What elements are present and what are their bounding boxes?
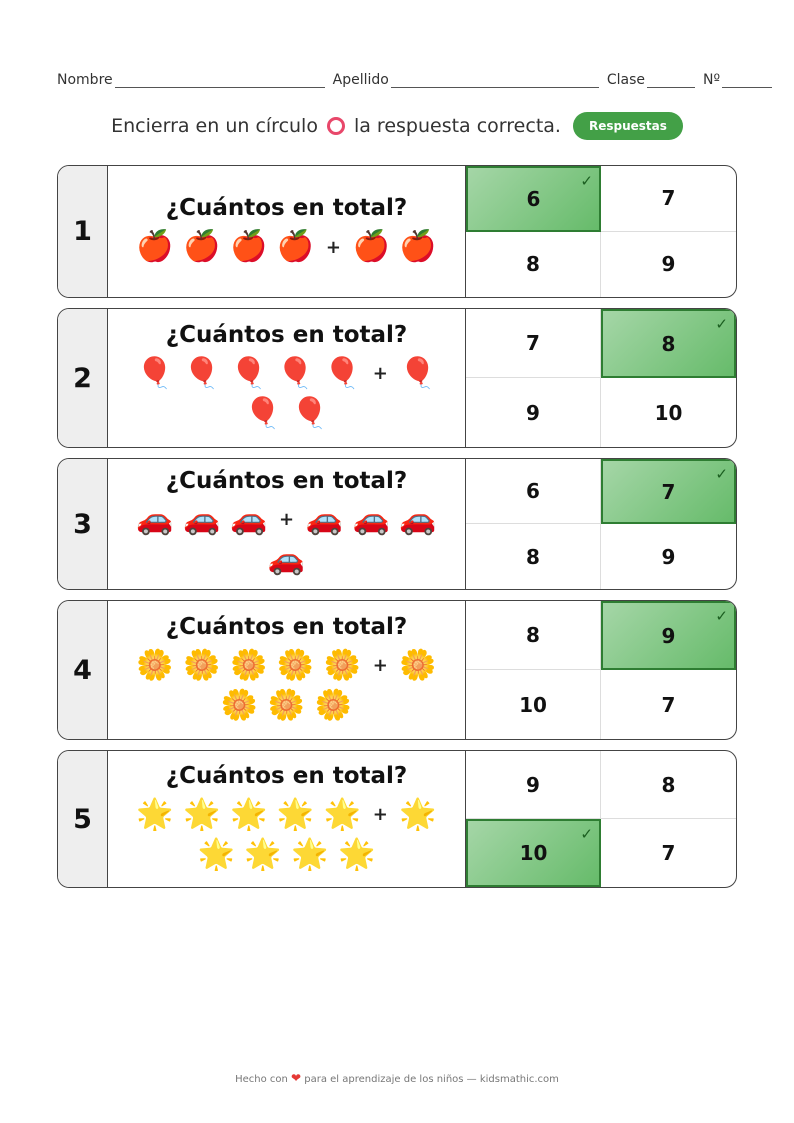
footer [0, 1071, 794, 1085]
check-icon: ✓ [715, 607, 728, 625]
answer-value: 10 [519, 841, 548, 865]
question-prompt [108, 751, 466, 887]
answer-option[interactable] [466, 459, 601, 524]
apple-group-b: 🍎 🍎 [352, 229, 437, 265]
footer-text-start: Hecho con [235, 1074, 288, 1085]
heart-icon: ❤ [291, 1071, 302, 1085]
answer-value: 8 [526, 544, 540, 569]
answer-option[interactable] [601, 601, 736, 670]
plus-sign: + [278, 509, 295, 531]
answer-option[interactable] [466, 670, 601, 739]
answer-option[interactable] [601, 459, 736, 524]
plus-sign: + [372, 804, 388, 826]
answer-options [466, 601, 736, 739]
numero-label: Nº [702, 72, 721, 88]
answer-option[interactable] [466, 166, 601, 232]
star-group-b: 🌟 🌟 🌟 🌟 🌟 [197, 796, 437, 873]
instruction-text-start: Encierra en un círculo [111, 115, 318, 137]
apellido-field[interactable] [391, 73, 599, 88]
car-icons [127, 500, 447, 581]
answer-value: 9 [526, 772, 540, 797]
answers-badge: Respuestas [573, 112, 683, 140]
answer-value: 7 [661, 841, 676, 865]
answer-value: 10 [654, 400, 683, 425]
balloon-icons [127, 354, 447, 435]
answer-value: 9 [526, 400, 540, 425]
answer-option[interactable] [466, 751, 601, 819]
question-row [57, 165, 737, 298]
question-row [57, 750, 737, 888]
answer-value: 7 [661, 692, 676, 717]
answer-value: 7 [661, 186, 676, 211]
car-group-b: 🚗 🚗 🚗 🚗 [267, 501, 437, 578]
answer-option[interactable] [466, 378, 601, 447]
question-title: ¿Cuántos en total? [165, 321, 408, 348]
answer-value: 9 [661, 252, 676, 277]
apple-icons [127, 227, 447, 268]
answer-options [466, 751, 736, 887]
answer-value: 8 [661, 772, 676, 797]
question-number: 1 [58, 166, 108, 297]
apellido-label: Apellido [332, 72, 389, 88]
balloon-group-b: 🎈 🎈 🎈 [244, 355, 437, 432]
answer-option[interactable] [466, 819, 601, 887]
question-row [57, 600, 737, 740]
answer-value: 6 [526, 186, 541, 211]
flower-icons [127, 646, 447, 727]
answer-option[interactable] [601, 309, 736, 378]
circle-icon [327, 117, 345, 135]
clase-label: Clase [606, 72, 645, 88]
star-icons [127, 795, 447, 876]
question-prompt [108, 601, 466, 739]
nombre-field[interactable] [115, 73, 325, 88]
answer-option[interactable] [601, 751, 736, 819]
question-row [57, 458, 737, 590]
answer-option[interactable] [601, 524, 736, 589]
answer-value: 7 [526, 331, 540, 355]
check-icon: ✓ [580, 825, 593, 843]
question-prompt [108, 459, 466, 589]
question-title: ¿Cuántos en total? [165, 613, 408, 640]
footer-text-end: para el aprendizaje de los niños — kidsmathic.com [304, 1074, 559, 1085]
answer-option[interactable] [601, 166, 736, 232]
apple-group-a: 🍎 🍎 🍎 🍎 [136, 229, 315, 265]
question-prompt [108, 166, 466, 297]
answer-option[interactable] [601, 378, 736, 447]
plus-sign: + [372, 655, 388, 677]
answer-value: 10 [519, 692, 547, 717]
answer-value: 9 [661, 544, 676, 569]
balloon-group-a: 🎈 🎈 🎈 🎈 🎈 [136, 355, 362, 391]
answer-option[interactable] [601, 670, 736, 739]
answer-options [466, 166, 736, 297]
question-number: 4 [58, 601, 108, 739]
question-number: 3 [58, 459, 108, 589]
plus-sign: + [325, 236, 341, 258]
question-row [57, 308, 737, 448]
student-info-header [57, 68, 779, 88]
question-prompt [108, 309, 466, 447]
question-title: ¿Cuántos en total? [165, 467, 408, 494]
instruction-text-end: la respuesta correcta. [353, 115, 561, 137]
answer-value: 8 [526, 252, 540, 277]
answer-option[interactable] [466, 309, 601, 378]
answer-option[interactable] [601, 232, 736, 298]
answer-value: 6 [526, 479, 540, 503]
flower-group-b: 🌼 🌼 🌼 🌼 [220, 647, 437, 724]
check-icon: ✓ [580, 172, 593, 190]
answer-option[interactable] [601, 819, 736, 887]
answer-value: 8 [526, 623, 540, 647]
check-icon: ✓ [715, 315, 728, 333]
instructions [0, 112, 794, 140]
numero-field[interactable] [722, 73, 772, 88]
clase-field[interactable] [647, 73, 695, 88]
answer-value: 7 [661, 479, 676, 504]
question-number: 2 [58, 309, 108, 447]
plus-sign: + [372, 363, 388, 385]
answer-options [466, 459, 736, 589]
answer-value: 9 [661, 623, 676, 648]
flower-group-a: 🌼 🌼 🌼 🌼 🌼 [136, 647, 362, 683]
answer-option[interactable] [466, 601, 601, 670]
answer-option[interactable] [466, 232, 601, 298]
question-title: ¿Cuántos en total? [165, 762, 408, 789]
answer-option[interactable] [466, 524, 601, 589]
nombre-label: Nombre [57, 72, 113, 88]
question-number: 5 [58, 751, 108, 887]
check-icon: ✓ [715, 465, 728, 483]
answer-options [466, 309, 736, 447]
star-group-a: 🌟 🌟 🌟 🌟 🌟 [136, 796, 362, 832]
answer-value: 8 [661, 331, 676, 356]
car-group-a: 🚗 🚗 🚗 [136, 501, 268, 537]
question-title: ¿Cuántos en total? [165, 195, 408, 222]
